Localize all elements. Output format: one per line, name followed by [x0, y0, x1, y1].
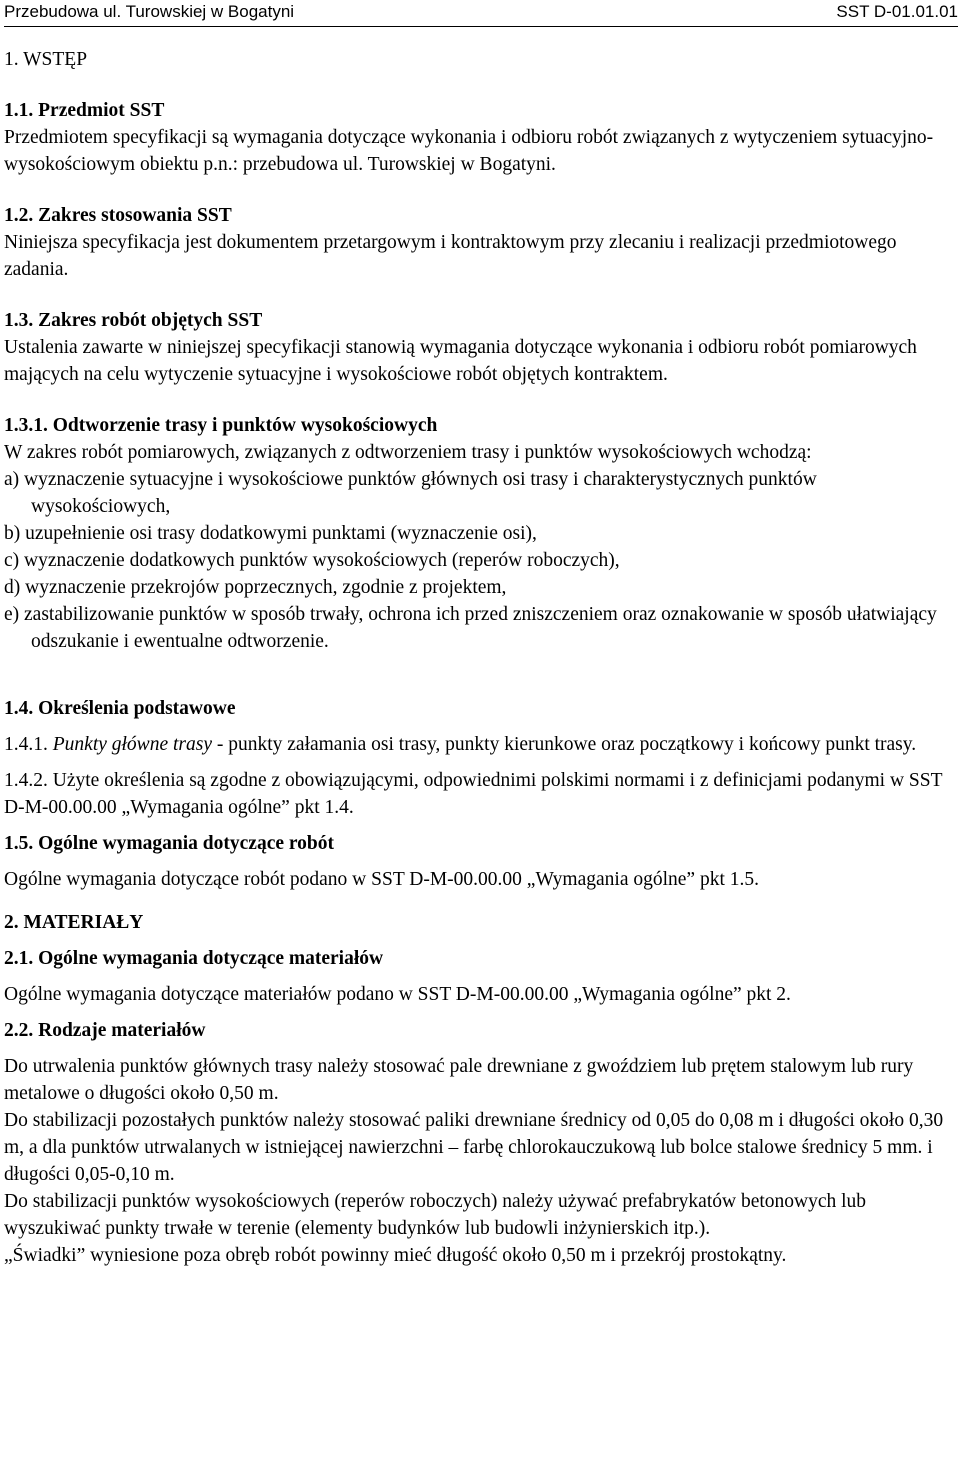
section-1-5-text: Ogólne wymagania dotyczące robót podano w SST D-M-00.00.00 „Wymagania ogólne” pkt 1.5.	[4, 869, 759, 890]
section-2-2-paragraph: „Świadki” wyniesione poza obręb robót powinny mieć długość około 0,50 m i przekrój prostokątny.	[4, 1245, 787, 1266]
section-1-1-heading: 1.1. Przedmiot SST	[4, 100, 165, 121]
section-1-3-1-intro: W zakres robót pomiarowych, związanych z odtworzeniem trasy i punktów wysokościowych wchodzą:	[4, 442, 812, 463]
list-item: a) wyznaczenie sytuacyjne i wysokościowe punktów głównych osi trasy i charakterystycznych punktów wysokościowych,	[4, 469, 817, 517]
definition-1-4-2: 1.4.2. Użyte określenia są zgodne z obowiązującymi, odpowiednimi polskimi normami i z definicjami podanymi w SST D-M-00.00.00 „Wymagania ogólne” pkt 1.4.	[4, 770, 943, 818]
list-item: e) zastabilizowanie punktów w sposób trwały, ochrona ich przed zniszczeniem oraz oznakowanie w sposób ułatwiający odszukanie i ewentualne odtworzenie.	[4, 604, 937, 652]
section-1-1-text: Przedmiotem specyfikacji są wymagania dotyczące wykonania i odbioru robót związanych z wytyczeniem sytuacyjno-wysokościowym obiektu p.n.: przebudowa ul. Turowskiej w Bogatyni.	[4, 127, 934, 175]
definition-text: - punkty załamania osi trasy, punkty kierunkowe oraz początkowy i końcowy punkt trasy.	[211, 734, 917, 755]
section-1-3-1-heading: 1.3.1. Odtworzenie trasy i punktów wysokościowych	[4, 415, 438, 436]
header-project-title: Przebudowa ul. Turowskiej w Bogatyni	[4, 2, 295, 21]
section-1-heading: 1. WSTĘP	[4, 49, 88, 70]
list-item: b) uzupełnienie osi trasy dodatkowymi punktami (wyznaczenie osi),	[4, 523, 537, 544]
page-header	[4, 0, 958, 27]
section-1-4-heading: 1.4. Określenia podstawowe	[4, 698, 236, 719]
section-1-5-heading: 1.5. Ogólne wymagania dotyczące robót	[4, 833, 335, 854]
document-body	[4, 46, 958, 1269]
definition-1-4-1	[4, 731, 958, 758]
section-1-3-text: Ustalenia zawarte w niniejszej specyfikacji stanowią wymagania dotyczące wykonania i odbioru robót pomiarowych mających na celu wytyczenie sytuacyjne i wysokościowe robót objętych kontraktem.	[4, 337, 917, 385]
header-spec-code: SST D-01.01.01	[836, 2, 958, 21]
section-2-2-paragraph: Do stabilizacji pozostałych punktów należy stosować paliki drewniane średnicy od 0,05 do 0,08 m i długości około 0,30 m, a dla punktów utrwalanych w istniejącej nawierzchni – farbę chlorokauczukową lub bolce stalowe średnicy 5 mm. i długości 0,05-0,10 m.	[4, 1110, 944, 1185]
section-2-2-paragraph: Do utrwalenia punktów głównych trasy należy stosować pale drewniane z gwoździem lub prętem stalowym lub rury metalowe o długości około 0,50 m.	[4, 1056, 914, 1104]
list-item: c) wyznaczenie dodatkowych punktów wysokościowych (reperów roboczych),	[4, 550, 620, 571]
section-2-2-heading: 2.2. Rodzaje materiałów	[4, 1020, 206, 1041]
section-1-3-heading: 1.3. Zakres robót objętych SST	[4, 310, 263, 331]
definition-number: 1.4.1.	[4, 734, 48, 755]
section-1-2-text: Niniejsza specyfikacja jest dokumentem przetargowym i kontraktowym przy zlecaniu i realizacji przedmiotowego zadania.	[4, 232, 897, 280]
section-2-heading: 2. MATERIAŁY	[4, 912, 144, 933]
definition-term: Punkty główne trasy	[52, 734, 212, 755]
section-1-2-heading: 1.2. Zakres stosowania SST	[4, 205, 232, 226]
list-item: d) wyznaczenie przekrojów poprzecznych, zgodnie z projektem,	[4, 577, 507, 598]
section-2-1-text: Ogólne wymagania dotyczące materiałów podano w SST D-M-00.00.00 „Wymagania ogólne” pkt 2.	[4, 984, 791, 1005]
section-2-2-paragraph: Do stabilizacji punktów wysokościowych (reperów roboczych) należy używać prefabrykatów betonowych lub wyszukiwać punkty trwałe w terenie (elementy budynków lub budowli inżynierskich itp.).	[4, 1191, 867, 1239]
section-2-1-heading: 2.1. Ogólne wymagania dotyczące materiałów	[4, 948, 384, 969]
